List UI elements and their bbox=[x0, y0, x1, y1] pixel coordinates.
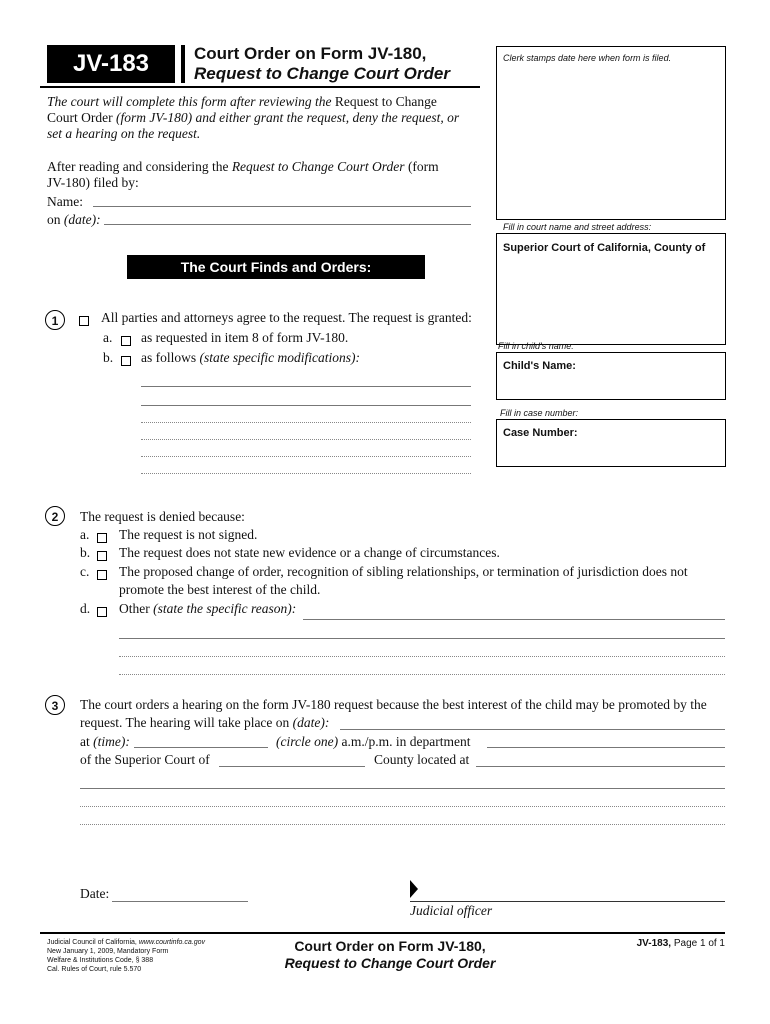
item-2-line[interactable] bbox=[119, 638, 725, 639]
item-2b-letter: b. bbox=[80, 545, 91, 560]
item-2a-letter: a. bbox=[80, 527, 90, 542]
filed-date-field[interactable] bbox=[104, 224, 471, 225]
item-1b-text: as follows (state specific modifications): bbox=[141, 350, 360, 365]
item-1-line[interactable] bbox=[141, 473, 471, 474]
findings-banner: The Court Finds and Orders: bbox=[127, 255, 425, 279]
item-2a-text: The request is not signed. bbox=[119, 527, 258, 542]
item-1a-letter: a. bbox=[103, 330, 113, 345]
sign-here-arrow-icon bbox=[410, 880, 418, 898]
footer-citations: Judicial Council of California, www.courtinfo.ca.gov New January 1, 2009, Mandatory Form Welfare & Institutions Code, § 388 Cal. Rules of Court, rule 5.570 bbox=[47, 939, 205, 973]
time-label: at (time): bbox=[80, 734, 130, 749]
footer-title: Court Order on Form JV-180, Request to Change Court Order bbox=[284, 938, 496, 971]
item-1-line[interactable] bbox=[141, 422, 471, 423]
case-number-box[interactable] bbox=[496, 419, 726, 467]
item-2c-text-cont: promote the best interest of the child. bbox=[119, 582, 321, 597]
footer-page-info: JV-183, Page 1 of 1 bbox=[636, 938, 725, 949]
item-2-number: 2 bbox=[45, 506, 65, 526]
child-label: Child's Name: bbox=[503, 360, 576, 372]
item-3-line[interactable] bbox=[80, 824, 725, 825]
hearing-date-field[interactable] bbox=[340, 729, 725, 730]
hearing-time-field[interactable] bbox=[134, 747, 268, 748]
item-1-text: All parties and attorneys agree to the request. The request is granted: bbox=[101, 310, 472, 325]
item-2-line[interactable] bbox=[119, 674, 725, 675]
court-hint: Fill in court name and street address: bbox=[503, 222, 652, 232]
item-1-checkbox[interactable] bbox=[79, 316, 89, 326]
item-2b-checkbox[interactable] bbox=[97, 551, 107, 561]
item-2a-checkbox[interactable] bbox=[97, 533, 107, 543]
item-3-hearing-date-label: request. The hearing will take place on (date): bbox=[80, 715, 330, 730]
intro-paragraph: The court will complete this form after reviewing the Request to Change Court Order (form JV-180) and either grant the request, deny the request, or set a hearing on the request. bbox=[47, 94, 460, 141]
item-1-line[interactable] bbox=[141, 439, 471, 440]
item-2-lead: The request is denied because: bbox=[80, 509, 245, 524]
name-label: Name: bbox=[47, 194, 83, 209]
item-1b-letter: b. bbox=[103, 350, 114, 365]
date-label: on (date): bbox=[47, 212, 101, 227]
case-label: Case Number: bbox=[503, 427, 578, 439]
item-3-text: The court orders a hearing on the form JV-180 request because the best interest of the child may be promoted by the bbox=[80, 697, 707, 712]
header-rule bbox=[40, 86, 480, 88]
case-hint: Fill in case number: bbox=[500, 408, 579, 418]
item-1b-checkbox[interactable] bbox=[121, 356, 131, 366]
form-subtitle: Request to Change Court Order bbox=[194, 64, 450, 83]
item-1a-text: as requested in item 8 of form JV-180. bbox=[141, 330, 349, 345]
clerk-stamp-box[interactable] bbox=[496, 46, 726, 220]
signature-date-field[interactable] bbox=[112, 901, 248, 902]
footer-rule bbox=[40, 932, 725, 934]
filed-by-paragraph: After reading and considering the Request to Change Court Order (form JV-180) filed by: bbox=[47, 159, 439, 190]
clerk-note: Clerk stamps date here when form is filed. bbox=[503, 53, 672, 63]
location-field[interactable] bbox=[476, 766, 725, 767]
item-2c-letter: c. bbox=[80, 564, 90, 579]
item-3-number: 3 bbox=[45, 695, 65, 715]
item-2b-text: The request does not state new evidence or a change of circumstances. bbox=[119, 545, 500, 560]
item-2-line[interactable] bbox=[119, 656, 725, 657]
item-2d-text: Other (state the specific reason): bbox=[119, 601, 297, 616]
court-name-box[interactable] bbox=[496, 233, 726, 345]
county-field[interactable] bbox=[219, 766, 365, 767]
court-label: Superior Court of California, County of bbox=[503, 242, 706, 254]
county-located-label: County located at bbox=[374, 752, 470, 767]
superior-court-label: of the Superior Court of bbox=[80, 752, 210, 767]
item-2c-checkbox[interactable] bbox=[97, 570, 107, 580]
item-2d-checkbox[interactable] bbox=[97, 607, 107, 617]
item-1-line[interactable] bbox=[141, 456, 471, 457]
ampm-label: (circle one) a.m./p.m. in department bbox=[276, 734, 471, 749]
item-2d-letter: d. bbox=[80, 601, 91, 616]
name-field[interactable] bbox=[93, 206, 471, 207]
judicial-officer-signature-field[interactable] bbox=[410, 901, 725, 902]
item-2c-text: The proposed change of order, recognition of sibling relationships, or termination of jurisdiction does not bbox=[119, 564, 688, 579]
child-name-box[interactable] bbox=[496, 352, 726, 400]
signature-date-label: Date: bbox=[80, 886, 110, 901]
child-hint: Fill in child's name: bbox=[498, 341, 574, 351]
item-1-line[interactable] bbox=[141, 386, 471, 387]
department-field[interactable] bbox=[487, 747, 725, 748]
item-2d-field[interactable] bbox=[303, 619, 725, 620]
item-1-number: 1 bbox=[45, 310, 65, 330]
item-3-line[interactable] bbox=[80, 806, 725, 807]
form-title: Court Order on Form JV-180, bbox=[194, 44, 427, 63]
judicial-officer-label: Judicial officer bbox=[410, 903, 493, 918]
item-3-line[interactable] bbox=[80, 788, 725, 789]
form-code: JV-183 bbox=[47, 45, 181, 83]
item-1a-checkbox[interactable] bbox=[121, 336, 131, 346]
item-1-line[interactable] bbox=[141, 405, 471, 406]
